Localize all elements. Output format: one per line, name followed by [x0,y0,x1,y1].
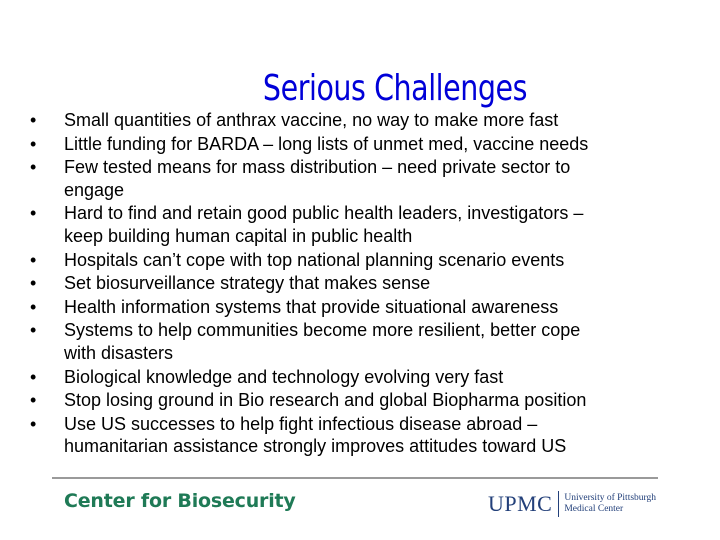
bullet-text: Use US successes to help fight infectious disease abroad – [64,413,538,434]
list-item [30,272,690,295]
bullet-text: Biological knowledge and technology evolving very fast [64,366,504,387]
bullet-list [30,109,690,459]
bullet-text: Hospitals can’t cope with top national planning scenario events [64,249,565,270]
bullet-icon: • [30,110,37,130]
list-item [30,413,690,458]
list-item [30,296,690,319]
bullet-icon: • [30,390,37,411]
list-item [30,366,690,389]
center-for-biosecurity-logo: Center for Biosecurity [64,490,296,512]
bullet-text: Little funding for BARDA – long lists of unmet med, vaccine needs [64,133,589,154]
upmc-wordmark: UPMC [488,491,559,517]
bullet-icon: • [30,157,37,178]
bullet-text-continued: engage [64,179,125,200]
upmc-subtitle [559,493,656,515]
bullet-icon: • [30,296,37,317]
bullet-text: Systems to help communities become more resilient, better cope [64,320,581,341]
bullet-icon: • [30,273,37,294]
list-item [30,133,690,156]
bullet-text: Set biosurveillance strategy that makes sense [64,273,431,294]
list-item [30,389,690,412]
bullet-text: Stop losing ground in Bio research and global Biopharma position [64,390,587,411]
bullet-text: Health information systems that provide situational awareness [64,296,559,317]
bullet-text-continued: humanitarian assistance strongly improves attitudes toward US [64,436,567,457]
list-item [30,319,690,364]
bullet-icon: • [30,133,37,154]
list-item [30,109,690,132]
list-item [30,202,690,247]
upmc-logo [488,490,656,518]
bullet-icon: • [30,413,37,434]
list-item [30,249,690,272]
list-item [30,156,690,201]
upmc-subtitle-line2: Medical Center [564,504,624,514]
upmc-subtitle-line1: University of Pittsburgh [564,493,657,503]
bullet-text: Hard to find and retain good public health leaders, investigators – [64,203,584,224]
bullet-text: Few tested means for mass distribution – need private sector to [64,157,571,178]
bullet-text: Small quantities of anthrax vaccine, no way to make more fast [64,110,559,130]
bullet-icon: • [30,320,37,341]
bullet-icon: • [30,249,37,270]
slide-title: Serious Challenges [262,68,528,110]
bullet-icon: • [30,203,37,224]
bullet-icon: • [30,366,37,387]
bullet-text-continued: with disasters [64,342,174,363]
footer-divider [52,477,658,479]
bullet-text-continued: keep building human capital in public health [64,225,413,246]
